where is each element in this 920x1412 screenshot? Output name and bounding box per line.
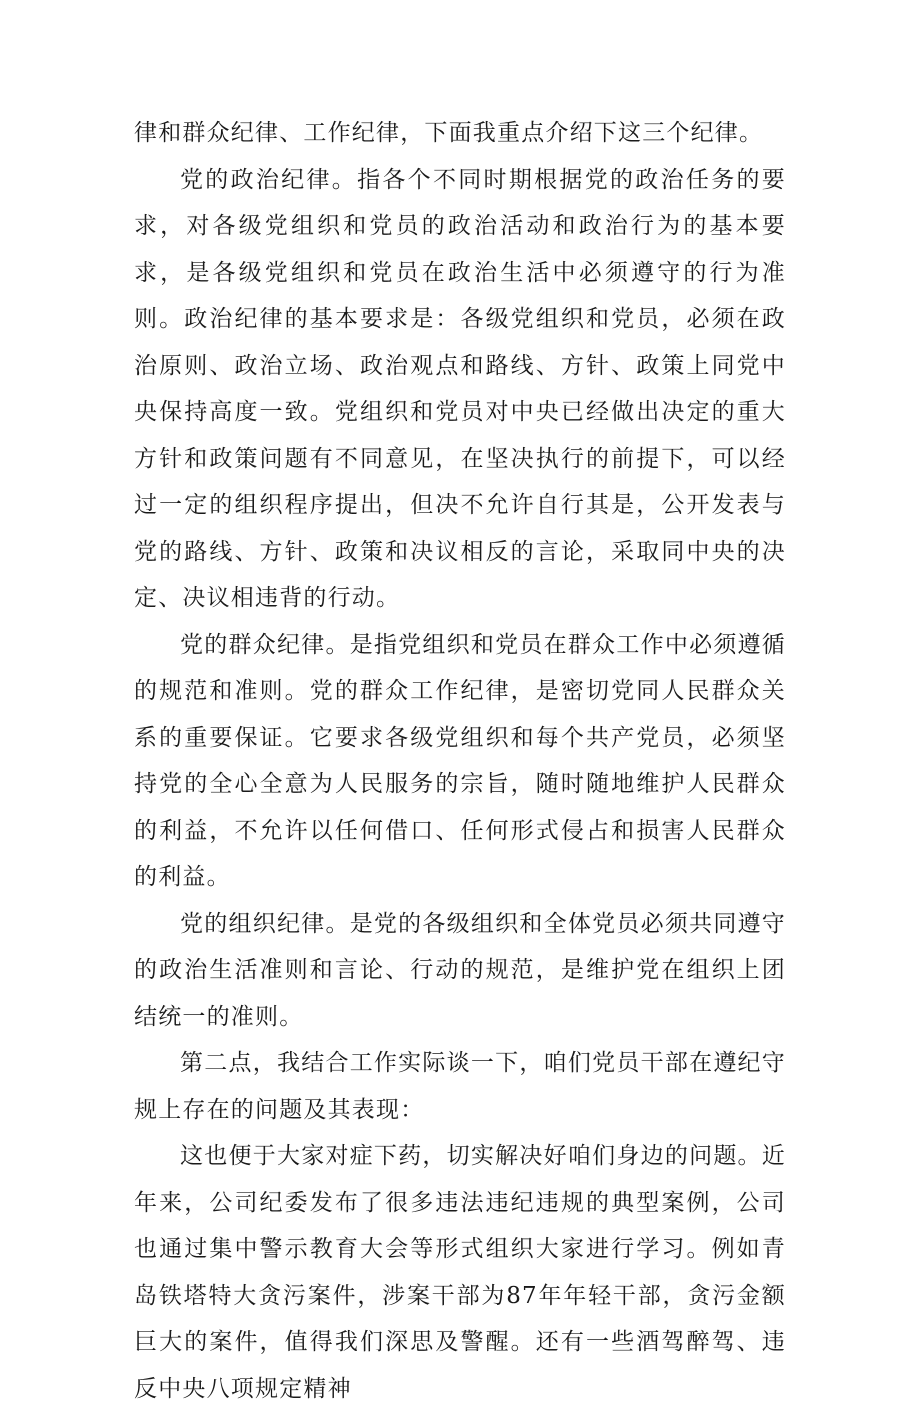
paragraph-mass-discipline: 党的群众纪律。是指党组织和党员在群众工作中必须遵循的规范和准则。党的群众工作纪律，是密切党同人民群众关系的重要保证。它要求各级党组织和每个共产党员，必须坚持党的全心全意为人民服务的宗旨，随时随地维护人民群众的利益，不允许以任何借口、任何形式侵占和损害人民群众的利益。 bbox=[134, 631, 786, 890]
paragraph-second-point: 第二点，我结合工作实际谈一下，咱们党员干部在遵纪守规上存在的问题及其表现： bbox=[134, 1050, 786, 1123]
paragraph-case-examples: 这也便于大家对症下药，切实解决好咱们身边的问题。近年来，公司纪委发布了很多违法违纪违规的典型案例，公司也通过集中警示教育大会等形式组织大家进行学习。例如青岛铁塔特大贪污案件，涉案干部为87年年轻干部，贪污金额巨大的案件，值得我们深思及警醒。还有一些酒驾醉驾、违反中央八项规定精神 bbox=[134, 1143, 786, 1402]
document-body bbox=[134, 110, 786, 1412]
paragraph-continuation: 律和群众纪律、工作纪律，下面我重点介绍下这三个纪律。 bbox=[134, 120, 764, 146]
paragraph-political-discipline: 党的政治纪律。指各个不同时期根据党的政治任务的要求，对各级党组织和党员的政治活动和政治行为的基本要求，是各级党组织和党员在政治生活中必须遵守的行为准则。政治纪律的基本要求是：各级党组织和党员，必须在政治原则、政治立场、政治观点和路线、方针、政策上同党中央保持高度一致。党组织和党员对中央已经做出决定的重大方针和政策问题有不同意见，在坚决执行的前提下，可以经过一定的组织程序提出，但决不允许自行其是，公开发表与党的路线、方针、政策和决议相反的言论，采取同中央的决定、决议相违背的行动。 bbox=[134, 166, 786, 611]
paragraph-organizational-discipline: 党的组织纪律。是党的各级组织和全体党员必须共同遵守的政治生活准则和言论、行动的规范，是维护党在组织上团结统一的准则。 bbox=[134, 910, 786, 1030]
